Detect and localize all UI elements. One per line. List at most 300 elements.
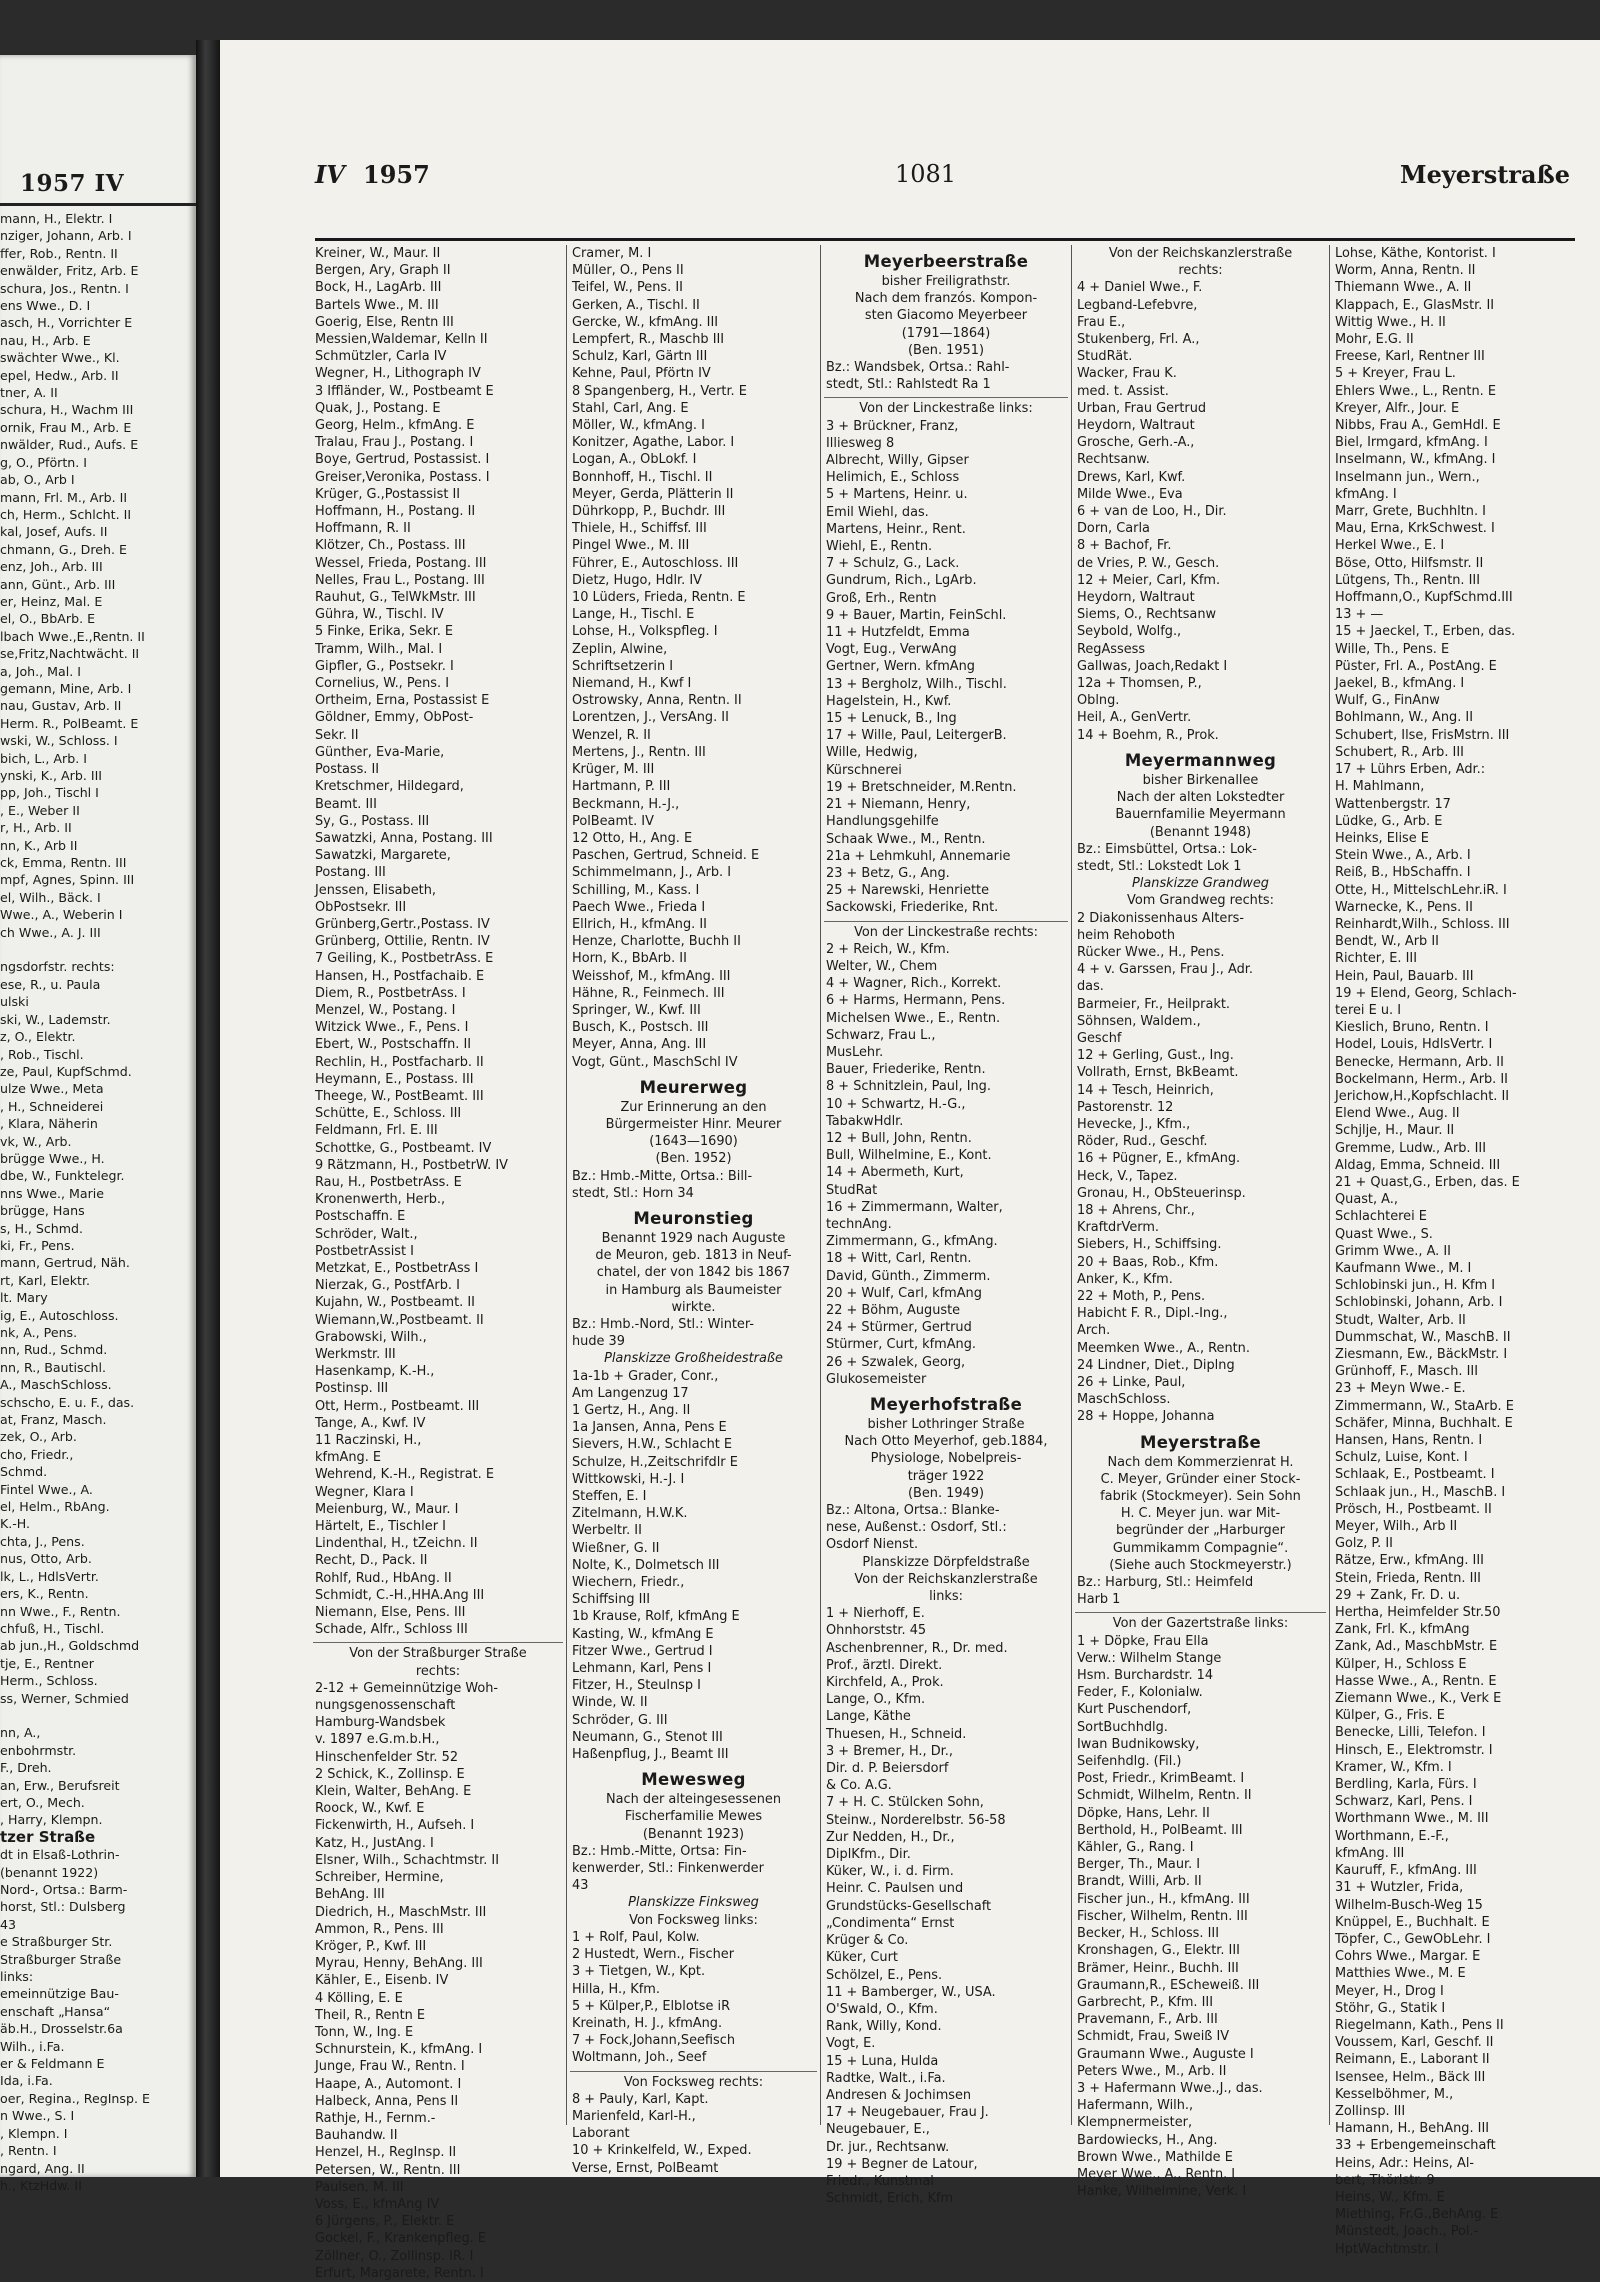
street-note: Nach der alten Lokstedter	[1116, 790, 1285, 806]
resident-entry: Cohrs Wwe., Margar. E	[1335, 1949, 1481, 1965]
resident-entry: Hasse Wwe., A., Rentn. E	[1335, 1673, 1497, 1689]
resident-entry: 28 + Hoppe, Johanna	[1077, 1409, 1215, 1425]
resident-entry: mann, Frl. M., Arb. II	[0, 489, 128, 505]
resident-entry: Roock, W., Kwf. E	[315, 1801, 425, 1817]
resident-entry: Sy, G., Postass. III	[315, 813, 430, 829]
resident-entry: Steffen, E. I	[572, 1489, 647, 1505]
street-heading: Meyerhofstraße	[869, 1395, 1023, 1414]
resident-entry: Hilla, H., Kfm.	[572, 1981, 660, 1997]
resident-entry: Seifenhdlg. (Fil.)	[1077, 1754, 1182, 1770]
resident-entry: 18 + Witt, Carl, Rentn.	[826, 1251, 972, 1267]
resident-entry: Bz.: Wandsbek, Ortsa.: Rahl-	[826, 360, 1010, 376]
resident-entry: Prof., ärztl. Direkt.	[826, 1657, 943, 1673]
resident-entry: Schimmelmann, J., Arb. I	[572, 865, 732, 881]
street-note: Von der Reichskanzlerstraße	[1108, 246, 1293, 261]
resident-entry: 13 + —	[1335, 607, 1384, 623]
resident-entry: dt in Elsaß-Lothrin-	[0, 1847, 120, 1863]
resident-entry: Radtke, Walt., i.Fa.	[826, 2070, 946, 2086]
resident-entry: Henze, Charlotte, Buchh II	[572, 934, 741, 950]
resident-entry: Stein, Frieda, Rentn. III	[1335, 1570, 1481, 1586]
resident-entry: lbach Wwe.,E.,Rentn. II	[0, 628, 145, 644]
resident-entry: 12 Otto, H., Ang. E	[572, 830, 693, 846]
resident-entry: Peters Wwe., M., Arb. II	[1077, 2063, 1227, 2079]
resident-entry: 17 + Lührs Erben, Adr.:	[1335, 762, 1486, 778]
resident-entry: Studt, Walter, Arb. II	[1335, 1312, 1466, 1328]
resident-entry: Jerichow,H.,Kopfschlacht. II	[1335, 1088, 1510, 1104]
resident-entry: Dorn, Carla	[1077, 521, 1150, 537]
resident-entry: emeinnützige Bau-	[0, 1986, 119, 2002]
resident-entry: Dietz, Hugo, Hdlr. IV	[572, 572, 702, 588]
resident-entry: Steinw., Norderelbstr. 56-58	[826, 1812, 1006, 1828]
resident-entry: Miething, Fr.G.,BehAng. E	[1335, 2207, 1499, 2223]
resident-entry: Reinhardt,Wilh., Schloss. III	[1335, 916, 1510, 932]
resident-entry: Hertha, Heimfelder Str.50	[1335, 1605, 1501, 1621]
resident-entry: nau, H., Arb. E	[0, 332, 91, 348]
resident-entry: Wulf, G., FinAnw	[1335, 693, 1440, 709]
street-note: bisher Lothringer Straße	[867, 1417, 1025, 1432]
resident-entry: Gühra, W., Tischl. IV	[315, 607, 444, 623]
resident-entry: 12a + Thomsen, P.,	[1077, 676, 1202, 692]
resident-entry: , Klara, Näherin	[0, 1116, 98, 1132]
resident-entry: Klempnermeister,	[1077, 2115, 1193, 2131]
resident-entry: Vollrath, Ernst, BkBeamt.	[1077, 1065, 1239, 1081]
resident-entry: Klein, Walter, BehAng. E	[315, 1784, 472, 1800]
resident-entry: Oblng.	[1077, 693, 1120, 709]
resident-entry: er & Feldmann E	[0, 2056, 105, 2072]
resident-entry: HptWachtmstr. I	[1335, 2241, 1439, 2257]
resident-entry: Krüger, G.,Postassist II	[315, 486, 461, 502]
resident-entry: Wattenbergstr. 17	[1335, 796, 1451, 812]
resident-entry: schura, Jos., Rentn. I	[0, 280, 129, 296]
resident-entry: Nolte, K., Dolmetsch III	[572, 1557, 720, 1573]
resident-entry: Zollinsp. III	[1335, 2103, 1406, 2119]
resident-entry: 6 + van de Loo, H., Dir.	[1077, 504, 1227, 520]
resident-entry: Kreinath, H. J., kfmAng.	[572, 2015, 723, 2031]
resident-entry: Külper, H., Schloss E	[1335, 1656, 1467, 1672]
resident-entry: BehAng. III	[315, 1887, 385, 1903]
resident-entry: 13 + Bergholz, Wilh., Tischl.	[826, 676, 1007, 692]
street-heading: Meyerbeerstraße	[863, 252, 1029, 271]
resident-entry: Pastorenstr. 12	[1077, 1099, 1174, 1115]
resident-entry: Stahl, Carl, Ang. E	[572, 400, 689, 416]
running-street-title: Meyerstraße	[1400, 160, 1570, 189]
resident-entry: Brandt, Willi, Arb. II	[1077, 1874, 1202, 1890]
resident-entry: Schaak Wwe., M., Rentn.	[826, 831, 986, 847]
resident-entry: Lange, O., Kfm.	[826, 1692, 926, 1708]
street-note: Gummikamm Compagnie“.	[1112, 1540, 1289, 1556]
resident-entry: at, Franz, Masch.	[0, 1412, 107, 1428]
plan-reference: Planskizze Grandweg	[1132, 876, 1269, 892]
resident-entry: Marienfeld, Karl-H.,	[572, 2108, 696, 2124]
resident-entry: Heins, W., Kfm. E	[1335, 2189, 1445, 2205]
street-note: Nach der alteingesessenen	[605, 1792, 782, 1808]
resident-entry: Cramer, M. I	[572, 246, 652, 261]
street-note: (Benannt 1948)	[1149, 824, 1252, 840]
resident-entry: Schütte, E., Schloss. III	[315, 1106, 462, 1122]
resident-entry: Marr, Grete, Buchhltn. I	[1335, 504, 1486, 520]
resident-entry: Wenzel, R. II	[572, 727, 651, 743]
resident-entry: Döpke, Hans, Lehr. II	[1077, 1805, 1210, 1821]
resident-entry: enz, Joh., Arb. III	[0, 559, 103, 575]
resident-entry: Laborant	[572, 2126, 630, 2142]
resident-entry: e Straßburger Str.	[0, 1934, 113, 1950]
resident-entry: Grundstücks-Gesellschaft	[826, 1898, 992, 1914]
resident-entry: „Condimenta“ Ernst	[826, 1915, 955, 1931]
resident-entry: Postschaffn. E	[315, 1209, 406, 1225]
resident-entry: Diem, R., PostbetrAss. I	[315, 985, 466, 1001]
resident-entry: Müller, O., Pens II	[572, 263, 684, 279]
resident-entry: Schottke, G., Postbeamt. IV	[315, 1140, 492, 1156]
resident-entry: Friedr., Kunstmal	[826, 2173, 934, 2189]
street-note: Zur Erinnerung an den	[620, 1099, 767, 1115]
resident-entry: Golz, P. II	[1335, 1536, 1393, 1552]
resident-entry: med. t. Assist.	[1077, 383, 1169, 399]
resident-entry: ann, Günt., Arb. III	[0, 576, 116, 592]
street-note: C. Meyer, Gründer einer Stock-	[1100, 1471, 1301, 1487]
resident-entry: 11 Raczinski, H.,	[315, 1433, 422, 1449]
resident-entry: 5 + Külper,P., Elblotse iR	[572, 1998, 731, 2014]
street-note: chatel, der von 1842 bis 1867	[596, 1265, 791, 1281]
resident-entry: Martens, Heinr., Rent.	[826, 521, 966, 537]
resident-entry: Bockelmann, Herm., Arb. II	[1335, 1071, 1508, 1087]
resident-entry: Gundrum, Rich., LgArb.	[826, 573, 977, 589]
resident-entry: Frau E.,	[1077, 314, 1126, 330]
resident-entry: Schlaak jun., H., MaschB. I	[1335, 1484, 1506, 1500]
resident-entry: wski, W., Schloss. I	[0, 733, 118, 749]
resident-entry: Kreiner, W., Maur. II	[315, 246, 441, 261]
resident-entry: 20 + Baas, Rob., Kfm.	[1077, 1254, 1219, 1270]
side-heading: Von der Gazertstraße links:	[1075, 1612, 1326, 1632]
resident-entry: Worthmann, E.-F.,	[1335, 1828, 1449, 1844]
resident-entry: ens Wwe., D. I	[0, 298, 91, 314]
street-note: de Meuron, geb. 1813 in Neuf-	[595, 1248, 792, 1264]
resident-entry: Meyer, Gerda, Plätterin II	[572, 486, 734, 502]
resident-entry: 17 + Neugebauer, Frau J.	[826, 2105, 989, 2121]
resident-entry: 1b Krause, Rolf, kfmAng E	[572, 1609, 740, 1625]
resident-entry: Urban, Frau Gertrud	[1077, 400, 1207, 416]
resident-entry: Feder, F., Kolonialw.	[1077, 1685, 1203, 1701]
resident-entry: Handlungsgehilfe	[826, 814, 939, 830]
column-4	[1075, 245, 1326, 2200]
resident-entry: Kesselböhmer, M.,	[1335, 2086, 1454, 2102]
resident-entry: 31 + Wutzler, Frida,	[1335, 1880, 1464, 1896]
resident-entry: Töpfer, C., GewObLehr. I	[1335, 1931, 1491, 1947]
resident-entry: kenwerder, Stl.: Finkenwerder	[572, 1861, 764, 1877]
resident-entry: Heydorn, Waltraut	[1077, 590, 1195, 606]
resident-entry: cho, Friedr.,	[0, 1446, 74, 1462]
resident-entry: 29 + Zank, Fr. D. u.	[1335, 1587, 1461, 1603]
resident-entry: 2 Schick, K., Zollinsp. E	[315, 1766, 465, 1782]
street-note: Nach dem franzós. Kompon-	[854, 291, 1038, 307]
resident-entry: 1a Jansen, Anna, Pens E	[572, 1420, 727, 1436]
resident-entry: pp, Joh., Tischl I	[0, 785, 99, 801]
resident-entry: Haape, A., Automont. I	[315, 2076, 462, 2092]
resident-entry: 8 + Schnitzlein, Paul, Ing.	[826, 1079, 991, 1095]
resident-entry: Schulz, Karl, Gärtn III	[572, 349, 708, 365]
resident-entry: 26 + Szwalek, Georg,	[826, 1354, 966, 1370]
resident-entry: ffer, Rob., Rentn. II	[0, 245, 118, 261]
resident-entry: F., Dreh.	[0, 1760, 52, 1776]
resident-entry: Zimmermann, W., StaArb. E	[1335, 1398, 1514, 1414]
resident-entry: Wiechern, Friedr.,	[572, 1575, 685, 1591]
resident-entry: 16 + Zimmermann, Walter,	[826, 1199, 1003, 1215]
street-heading: Meurerweg	[639, 1077, 748, 1097]
resident-entry: Hein, Paul, Bauarb. III	[1335, 968, 1474, 984]
resident-entry: Püster, Frl. A., PostAng. E	[1335, 658, 1497, 674]
resident-entry: Bauer, Friederike, Rentn.	[826, 1062, 986, 1078]
resident-entry: ch, Herm., Schlcht. II	[0, 506, 132, 522]
resident-entry: Tange, A., Kwf. IV	[315, 1415, 426, 1431]
resident-entry: Berthold, H., PolBeamt. III	[1077, 1822, 1243, 1838]
resident-entry: Klappach, E., GlasMstr. II	[1335, 297, 1495, 313]
section-subheading: Von der Straßburger Straße	[313, 1642, 563, 1662]
resident-entry: dbe, W., Funktelegr.	[0, 1168, 125, 1184]
resident-entry: 15 + Luna, Hulda	[826, 2053, 939, 2069]
resident-entry: Schmd.	[0, 1464, 48, 1480]
resident-entry: O'Swald, O., Kfm.	[826, 2001, 938, 2017]
resident-entry: Rohlf, Rud., HbAng. II	[315, 1570, 452, 1586]
resident-entry: Mohr, E.G. II	[1335, 332, 1414, 348]
resident-entry: mann, H., Elektr. I	[0, 211, 113, 226]
resident-entry: Schmidt, Wilhelm, Rentn. II	[1077, 1788, 1252, 1804]
resident-entry: Habicht F. R., Dipl.-Ing.,	[1077, 1306, 1228, 1322]
resident-entry: Isensee, Helm., Bäck III	[1335, 2069, 1486, 2085]
side-heading: Von Focksweg rechts:	[570, 2071, 817, 2091]
resident-entry: Bohlmann, W., Ang. II	[1335, 710, 1474, 726]
resident-entry: Petersen, W., Rentn. III	[315, 2162, 461, 2178]
resident-entry: chfuß, H., Tischl.	[0, 1620, 105, 1636]
street-heading: Meyerstraße	[1139, 1432, 1262, 1452]
resident-entry: Pingel Wwe., M. III	[572, 538, 690, 554]
resident-entry: Benecke, Hermann, Arb. II	[1335, 1054, 1504, 1070]
resident-entry: g, O., Pförtn. I	[0, 454, 87, 470]
resident-entry: Matthies Wwe., M. E	[1335, 1966, 1466, 1982]
resident-entry: 1a-1b + Grader, Conr.,	[572, 1368, 719, 1384]
resident-entry: Schlobinski jun., H. Kfm I	[1335, 1278, 1496, 1294]
resident-entry: Meemken Wwe., A., Rentn.	[1077, 1340, 1250, 1356]
resident-entry: Illiesweg 8	[826, 435, 895, 451]
resident-entry: Otte, H., MittelschLehr.iR. I	[1335, 882, 1507, 898]
resident-entry: Grabowski, Wilh.,	[315, 1329, 427, 1345]
resident-entry: Iwan Budnikowsky,	[1077, 1736, 1200, 1752]
resident-entry: Vogt, Günt., MaschSchl IV	[572, 1054, 738, 1070]
street-note: links:	[929, 1589, 963, 1605]
resident-entry: enbohrmstr.	[0, 1742, 77, 1758]
resident-entry: Springer, W., Kwf. III	[572, 1002, 701, 1018]
column-5	[1333, 245, 1580, 2257]
resident-entry: 7 Geiling, K., PostbetrAss. E	[315, 951, 494, 967]
resident-entry: Wittig Wwe., H. II	[1335, 314, 1446, 330]
resident-entry: Fintel Wwe., A.	[0, 1481, 93, 1497]
resident-entry: 12 + Meier, Carl, Kfm.	[1077, 572, 1221, 588]
resident-entry: K.-H.	[0, 1516, 31, 1532]
resident-entry: Stukenberg, Frl. A.,	[1077, 332, 1200, 348]
resident-entry	[0, 941, 196, 958]
resident-entry: hude 39	[572, 1334, 625, 1350]
left-header-rule	[0, 203, 196, 206]
resident-entry: kfmAng. I	[1335, 486, 1397, 502]
resident-entry: Grünberg, Ottilie, Rentn. IV	[315, 934, 490, 950]
resident-entry: Stürmer, Curt, kfmAng.	[826, 1337, 977, 1353]
resident-entry: Bz.: Hmb.-Nord, Stl.: Winter-	[572, 1316, 754, 1332]
resident-entry: Anker, K., Kfm.	[1077, 1271, 1173, 1287]
resident-entry: 3 + Brückner, Franz,	[826, 418, 959, 434]
resident-entry: 2-12 + Gemeinnützige Woh-	[315, 1680, 499, 1696]
resident-entry: Schlobinski, Johann, Arb. I	[1335, 1295, 1503, 1311]
resident-entry: Göldner, Emmy, ObPost-	[315, 710, 474, 726]
resident-entry: Hodel, Louis, HdlsVertr. I	[1335, 1037, 1493, 1053]
resident-entry: Welter, W., Chem	[826, 958, 938, 974]
resident-entry: Quast Wwe., S.	[1335, 1226, 1433, 1242]
resident-entry: Ziemann Wwe., K., Verk E	[1335, 1691, 1502, 1707]
resident-entry: 21a + Lehmkuhl, Annemarie	[826, 848, 1011, 864]
resident-entry: Sackowski, Friederike, Rnt.	[826, 900, 999, 916]
street-note: (Ben. 1949)	[907, 1485, 984, 1501]
resident-entry: heim Rehoboth	[1077, 927, 1175, 943]
resident-entry: Thiemann Wwe., A. II	[1335, 280, 1472, 296]
resident-entry: Arch.	[1077, 1323, 1111, 1339]
resident-entry: Siebers, H., Schiffsing.	[1077, 1237, 1222, 1253]
resident-entry: Berdling, Karla, Fürs. I	[1335, 1777, 1477, 1793]
resident-entry: Rau, H., PostbetrAss. E	[315, 1174, 462, 1190]
resident-entry: Lüdke, G., Arb. E	[1335, 813, 1443, 829]
resident-entry: Kehne, Paul, Pförtn IV	[572, 366, 711, 382]
column-divider	[1071, 245, 1072, 2125]
resident-entry: Bz.: Eimsbüttel, Ortsa.: Lok-	[1077, 841, 1257, 857]
resident-entry: Kaufmann Wwe., M. I	[1335, 1260, 1472, 1276]
plan-reference: Planskizze Finksweg	[628, 1895, 759, 1911]
resident-entry: 11 + Hutzfeldt, Emma	[826, 625, 970, 641]
resident-entry: ch Wwe., A. J. III	[0, 924, 101, 940]
resident-entry: Weisshof, M., kfmAng. III	[572, 968, 731, 984]
resident-entry: Lohse, H., Volkspfleg. I	[572, 624, 718, 640]
resident-entry: Kirchfeld, A., Prok.	[826, 1675, 944, 1691]
resident-entry: vk, W., Arb.	[0, 1133, 72, 1149]
resident-entry: Dir. d. P. Beiersdorf	[826, 1761, 949, 1777]
resident-entry: ki, Fr., Pens.	[0, 1237, 75, 1253]
resident-entry: Rechlin, H., Postfacharb. II	[315, 1054, 484, 1070]
resident-entry: 22 + Moth, P., Pens.	[1077, 1288, 1206, 1304]
resident-entry: Knüppel, E., Buchhalt. E	[1335, 1914, 1490, 1930]
resident-entry: ngard, Ang. II	[0, 2160, 85, 2176]
street-note: bisher Freiligrathstr.	[881, 274, 1011, 289]
resident-entry: Hähne, R., Feinmech. III	[572, 985, 725, 1001]
resident-entry: epel, Hedw., Arb. II	[0, 367, 119, 383]
resident-entry: äb.H., Drosselstr.6a	[0, 2021, 123, 2037]
resident-entry: Thuesen, H., Schneid.	[826, 1726, 967, 1742]
resident-entry: Zöllner, O., Zollinsp. IR. I	[315, 2248, 474, 2264]
resident-entry: Wiemann,W.,Postbeamt. II	[315, 1312, 484, 1328]
resident-entry: stedt, Stl.: Horn 34	[572, 1185, 694, 1201]
resident-entry: Kürschnerei	[826, 762, 902, 778]
resident-entry: Ohnhorststr. 45	[826, 1623, 927, 1639]
resident-entry: Niemann, Else, Pens. III	[315, 1605, 466, 1621]
resident-entry	[0, 1707, 196, 1724]
resident-entry: Reimann, E., Laborant II	[1335, 2052, 1490, 2068]
resident-entry: Harb 1	[1077, 1592, 1121, 1608]
resident-entry: Schnurstein, K., kfmAng. I	[315, 2042, 483, 2058]
resident-entry: Fischer jun., H., kfmAng. III	[1077, 1891, 1250, 1907]
resident-entry: Graumann,R., EScheweiß. III	[1077, 1977, 1260, 1993]
resident-entry: Elsner, Wilh., Schachtmstr. II	[315, 1852, 500, 1868]
resident-entry: Georg, Helm., kfmAng. E	[315, 418, 475, 434]
resident-entry: Meyer, Wilh., Arb II	[1335, 1519, 1458, 1535]
resident-entry: TabakwHdlr.	[826, 1113, 904, 1129]
resident-entry: Nibbs, Frau A., GemHdl. E	[1335, 418, 1501, 434]
resident-entry: Bull, Wilhelmine, E., Kont.	[826, 1148, 992, 1164]
resident-entry: 7 + Fock,Johann,Seefisch	[572, 2033, 736, 2049]
resident-entry: nn, A.,	[0, 1725, 41, 1741]
resident-entry: , Harry, Klempn.	[0, 1812, 103, 1828]
resident-entry: Thiele, H., Schiffsf. III	[572, 521, 707, 537]
resident-entry: Dummschat, W., MaschB. II	[1335, 1329, 1511, 1345]
resident-entry: gemann, Mine, Arb. I	[0, 680, 132, 696]
street-heading: Meuronstieg	[633, 1208, 754, 1228]
left-page-header: 1957 IV	[20, 170, 125, 197]
resident-entry: Prösch, H., Postbeamt. II	[1335, 1501, 1492, 1517]
street-note: sten Giacomo Meyerbeer	[864, 308, 1028, 324]
resident-entry: Kramer, W., Kfm. I	[1335, 1759, 1452, 1775]
resident-entry: Seybold, Wolfg.,	[1077, 624, 1182, 640]
resident-entry: Halbeck, Anna, Pens II	[315, 2093, 459, 2109]
street-note: Benannt 1929 nach Auguste	[601, 1230, 786, 1246]
resident-entry: Schubert, R., Arb. III	[1335, 744, 1464, 760]
resident-entry: 18 + Ahrens, Chr.,	[1077, 1202, 1195, 1218]
resident-entry: 7 + H. C. Stülcken Sohn,	[826, 1795, 984, 1811]
street-heading: tzer Straße	[0, 1827, 96, 1846]
resident-entry: bert, Thörlstr. 9	[1335, 2172, 1435, 2188]
resident-entry: an, Erw., Berufsreit	[0, 1777, 120, 1793]
resident-entry: Schulze, H.,Zeitschrifdlr E	[572, 1454, 738, 1470]
resident-entry: enwälder, Fritz, Arb. E	[0, 263, 139, 279]
resident-entry: Stein Wwe., A., Arb. I	[1335, 848, 1471, 864]
resident-entry: Mau, Erna, KrkSchwest. I	[1335, 521, 1495, 537]
resident-entry: ers, K., Rentn.	[0, 1586, 89, 1602]
resident-entry: Kähler, G., Rang. I	[1077, 1840, 1194, 1856]
resident-entry: Brämer, Heinr., Buchh. III	[1077, 1960, 1239, 1976]
column-3	[824, 245, 1068, 2207]
resident-entry: v. 1897 e.G.m.b.H.,	[315, 1732, 440, 1748]
resident-entry: tje, E., Rentner	[0, 1655, 94, 1671]
resident-entry: 3 + Hafermann Wwe.,J., das.	[1077, 2080, 1263, 2096]
resident-entry: Kröger, P., Kwf. III	[315, 1938, 427, 1954]
resident-entry: ObPostsekr. III	[315, 899, 407, 915]
resident-entry: Theege, W., PostBeamt. III	[315, 1088, 484, 1104]
resident-entry: Drews, Karl, Kwf.	[1077, 469, 1186, 485]
resident-entry: Sievers, H.W., Schlacht E	[572, 1437, 733, 1453]
resident-entry: RegAssess	[1077, 641, 1146, 657]
resident-entry: Bz.: Altona, Ortsa.: Blanke-	[826, 1503, 1000, 1519]
resident-entry: Hoffmann,O., KupfSchmd.III	[1335, 590, 1513, 606]
resident-entry: Heins, Adr.: Heins, Al-	[1335, 2155, 1475, 2171]
resident-entry: Gremme, Ludw., Arb. III	[1335, 1140, 1487, 1156]
resident-entry: Kronshagen, G., Elektr. III	[1077, 1943, 1240, 1959]
resident-entry: 8 + Bachof, Fr.	[1077, 538, 1172, 554]
resident-entry: chta, J., Pens.	[0, 1533, 85, 1549]
resident-entry: Schilling, M., Kass. I	[572, 882, 700, 898]
plan-reference: Planskizze Großheidestraße	[604, 1351, 783, 1367]
resident-entry: Küker, Curt	[826, 1950, 898, 1966]
resident-entry: Hoffmann, H., Postang. II	[315, 504, 476, 520]
resident-entry: , E., Weber II	[0, 802, 80, 818]
resident-entry: Jenssen, Elisabeth,	[315, 882, 436, 898]
resident-entry: Straßburger Straße	[0, 1951, 122, 1967]
resident-entry: Becker, H., Schloss. III	[1077, 1926, 1219, 1942]
resident-entry: Groß, Erh., Rentn	[826, 590, 937, 606]
resident-entry: Wießner, G. II	[572, 1540, 660, 1556]
resident-entry: 4 + Daniel Wwe., F.	[1077, 280, 1203, 296]
resident-entry: Schulz, Luise, Kont. I	[1335, 1450, 1468, 1466]
